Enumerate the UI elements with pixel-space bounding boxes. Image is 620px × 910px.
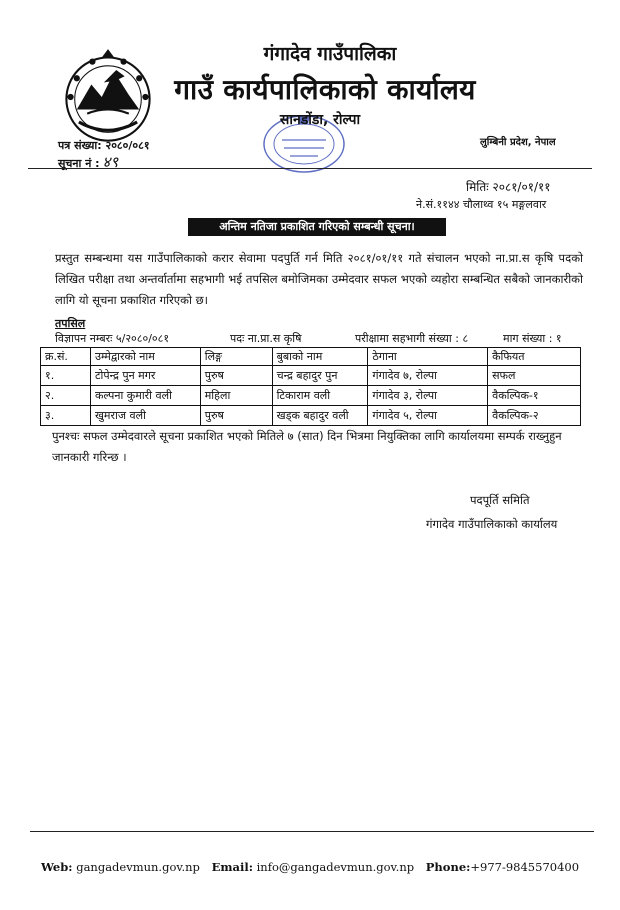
notice-number-value: ४९ <box>102 153 119 171</box>
cell-gender: महिला <box>200 386 272 406</box>
nepal-sambat-date: ने.सं.११४४ चौलाथ्व १५ मङ्गलवार <box>416 198 547 211</box>
cell-gender: पुरुष <box>200 366 272 386</box>
email-link[interactable]: info@gangadevmun.gov.np <box>256 860 415 874</box>
cell-father-name: टिकाराम वली <box>272 386 368 406</box>
cell-address: गंगादेव ३, रोल्पा <box>368 386 488 406</box>
col-father-name: बुबाको नाम <box>272 348 368 366</box>
cell-candidate-name: खुमराज वली <box>90 406 200 426</box>
table-header-row <box>41 348 581 366</box>
table-row <box>41 406 581 426</box>
ad-number: विज्ञापन नम्बरः ५/२०८०/०८१ <box>55 332 170 345</box>
website-link[interactable]: gangadevmun.gov.np <box>76 860 200 874</box>
col-serial: क्र.सं. <box>41 348 91 366</box>
nepal-emblem-icon <box>56 45 160 149</box>
results-table <box>40 347 581 426</box>
cell-serial: २. <box>41 386 91 406</box>
province: लुम्बिनी प्रदेश, नेपाल <box>480 137 556 148</box>
footer-divider <box>30 831 594 832</box>
web-label: Web: <box>40 860 73 874</box>
notice-number-label: सूचना नं : <box>58 157 100 170</box>
cell-remarks: वैकल्पिक-१ <box>488 386 581 406</box>
reference-number: पत्र संख्या: २०८०/०८१ <box>58 139 150 152</box>
schedule-heading: तपसिल <box>55 317 86 330</box>
notice-number <box>58 152 118 172</box>
col-address: ठेगाना <box>368 348 488 366</box>
cell-father-name: चन्द्र बहादुर पुन <box>272 366 368 386</box>
postscript-note: पुनश्चः सफल उम्मेदवारले सूचना प्रकाशित भएको मितिले ७ (सात) दिन भित्रमा नियुक्तिका लागि कार्यालयमा सम्पर्क राख्नुहुन जानकारी गरिन्छ । <box>52 429 562 464</box>
col-gender: लिङ्ग <box>200 348 272 366</box>
cell-address: गंगादेव ७, रोल्पा <box>368 366 488 386</box>
header-divider <box>28 168 592 169</box>
table-row <box>41 366 581 386</box>
col-candidate-name: उम्मेद्वारको नाम <box>90 348 200 366</box>
post-name: पदः ना.प्रा.स कृषि <box>230 332 302 345</box>
date-line: मितिः २०८१/०१/११ <box>466 180 551 194</box>
cell-gender: पुरुष <box>200 406 272 426</box>
office-place: सानडोंडा, रोल्पा <box>279 112 361 128</box>
demand-count: माग संख्या : १ <box>503 332 562 345</box>
cell-address: गंगादेव ५, रोल्पा <box>368 406 488 426</box>
cell-candidate-name: टोपेन्द्र पुन मगर <box>90 366 200 386</box>
cell-father-name: खड्क बहादुर वली <box>272 406 368 426</box>
office-name: गाउँ कार्यपालिकाको कार्यालय <box>174 73 476 106</box>
email-label: Email: <box>211 860 253 874</box>
body-paragraph: प्रस्तुत सम्बन्धमा यस गाउँपालिकाको करार सेवामा पदपुर्ति गर्न मिति २०८१/०१/११ गते संचालन भएको ना.प्रा.स कृषि पदको लिखित परीक्षा तथा अन्तर्वार्तामा सहभागी भई तपसिल बमोजिमका उम्मेदवार सफल भएको व्यहोरा सम्बन्धित सबैको जानकारीको लागि यो सूचना प्रकाशित गरिएको छ। <box>55 251 583 307</box>
table-row <box>41 386 581 406</box>
phone-number[interactable]: +977-9845570400 <box>470 860 580 874</box>
signature-committee: पदपूर्ति समिति <box>470 493 530 507</box>
cell-serial: ३. <box>41 406 91 426</box>
footer-contact <box>0 860 620 874</box>
phone-label: Phone: <box>425 860 471 874</box>
cell-remarks: सफल <box>488 366 581 386</box>
cell-remarks: वैकल्पिक-२ <box>488 406 581 426</box>
notice-title: अन्तिम नतिजा प्रकाशित गरिएको सम्बन्धी सूचना। <box>188 218 446 236</box>
signature-office: गंगादेव गाउँपालिकाको कार्यालय <box>426 517 558 531</box>
cell-serial: १. <box>41 366 91 386</box>
cell-candidate-name: कल्पना कुमारी वली <box>90 386 200 406</box>
municipality-name: गंगादेव गाउँपालिका <box>263 43 397 65</box>
col-remarks: कैफियत <box>488 348 581 366</box>
participants-count: परीक्षामा सहभागी संख्या : ८ <box>355 332 469 345</box>
